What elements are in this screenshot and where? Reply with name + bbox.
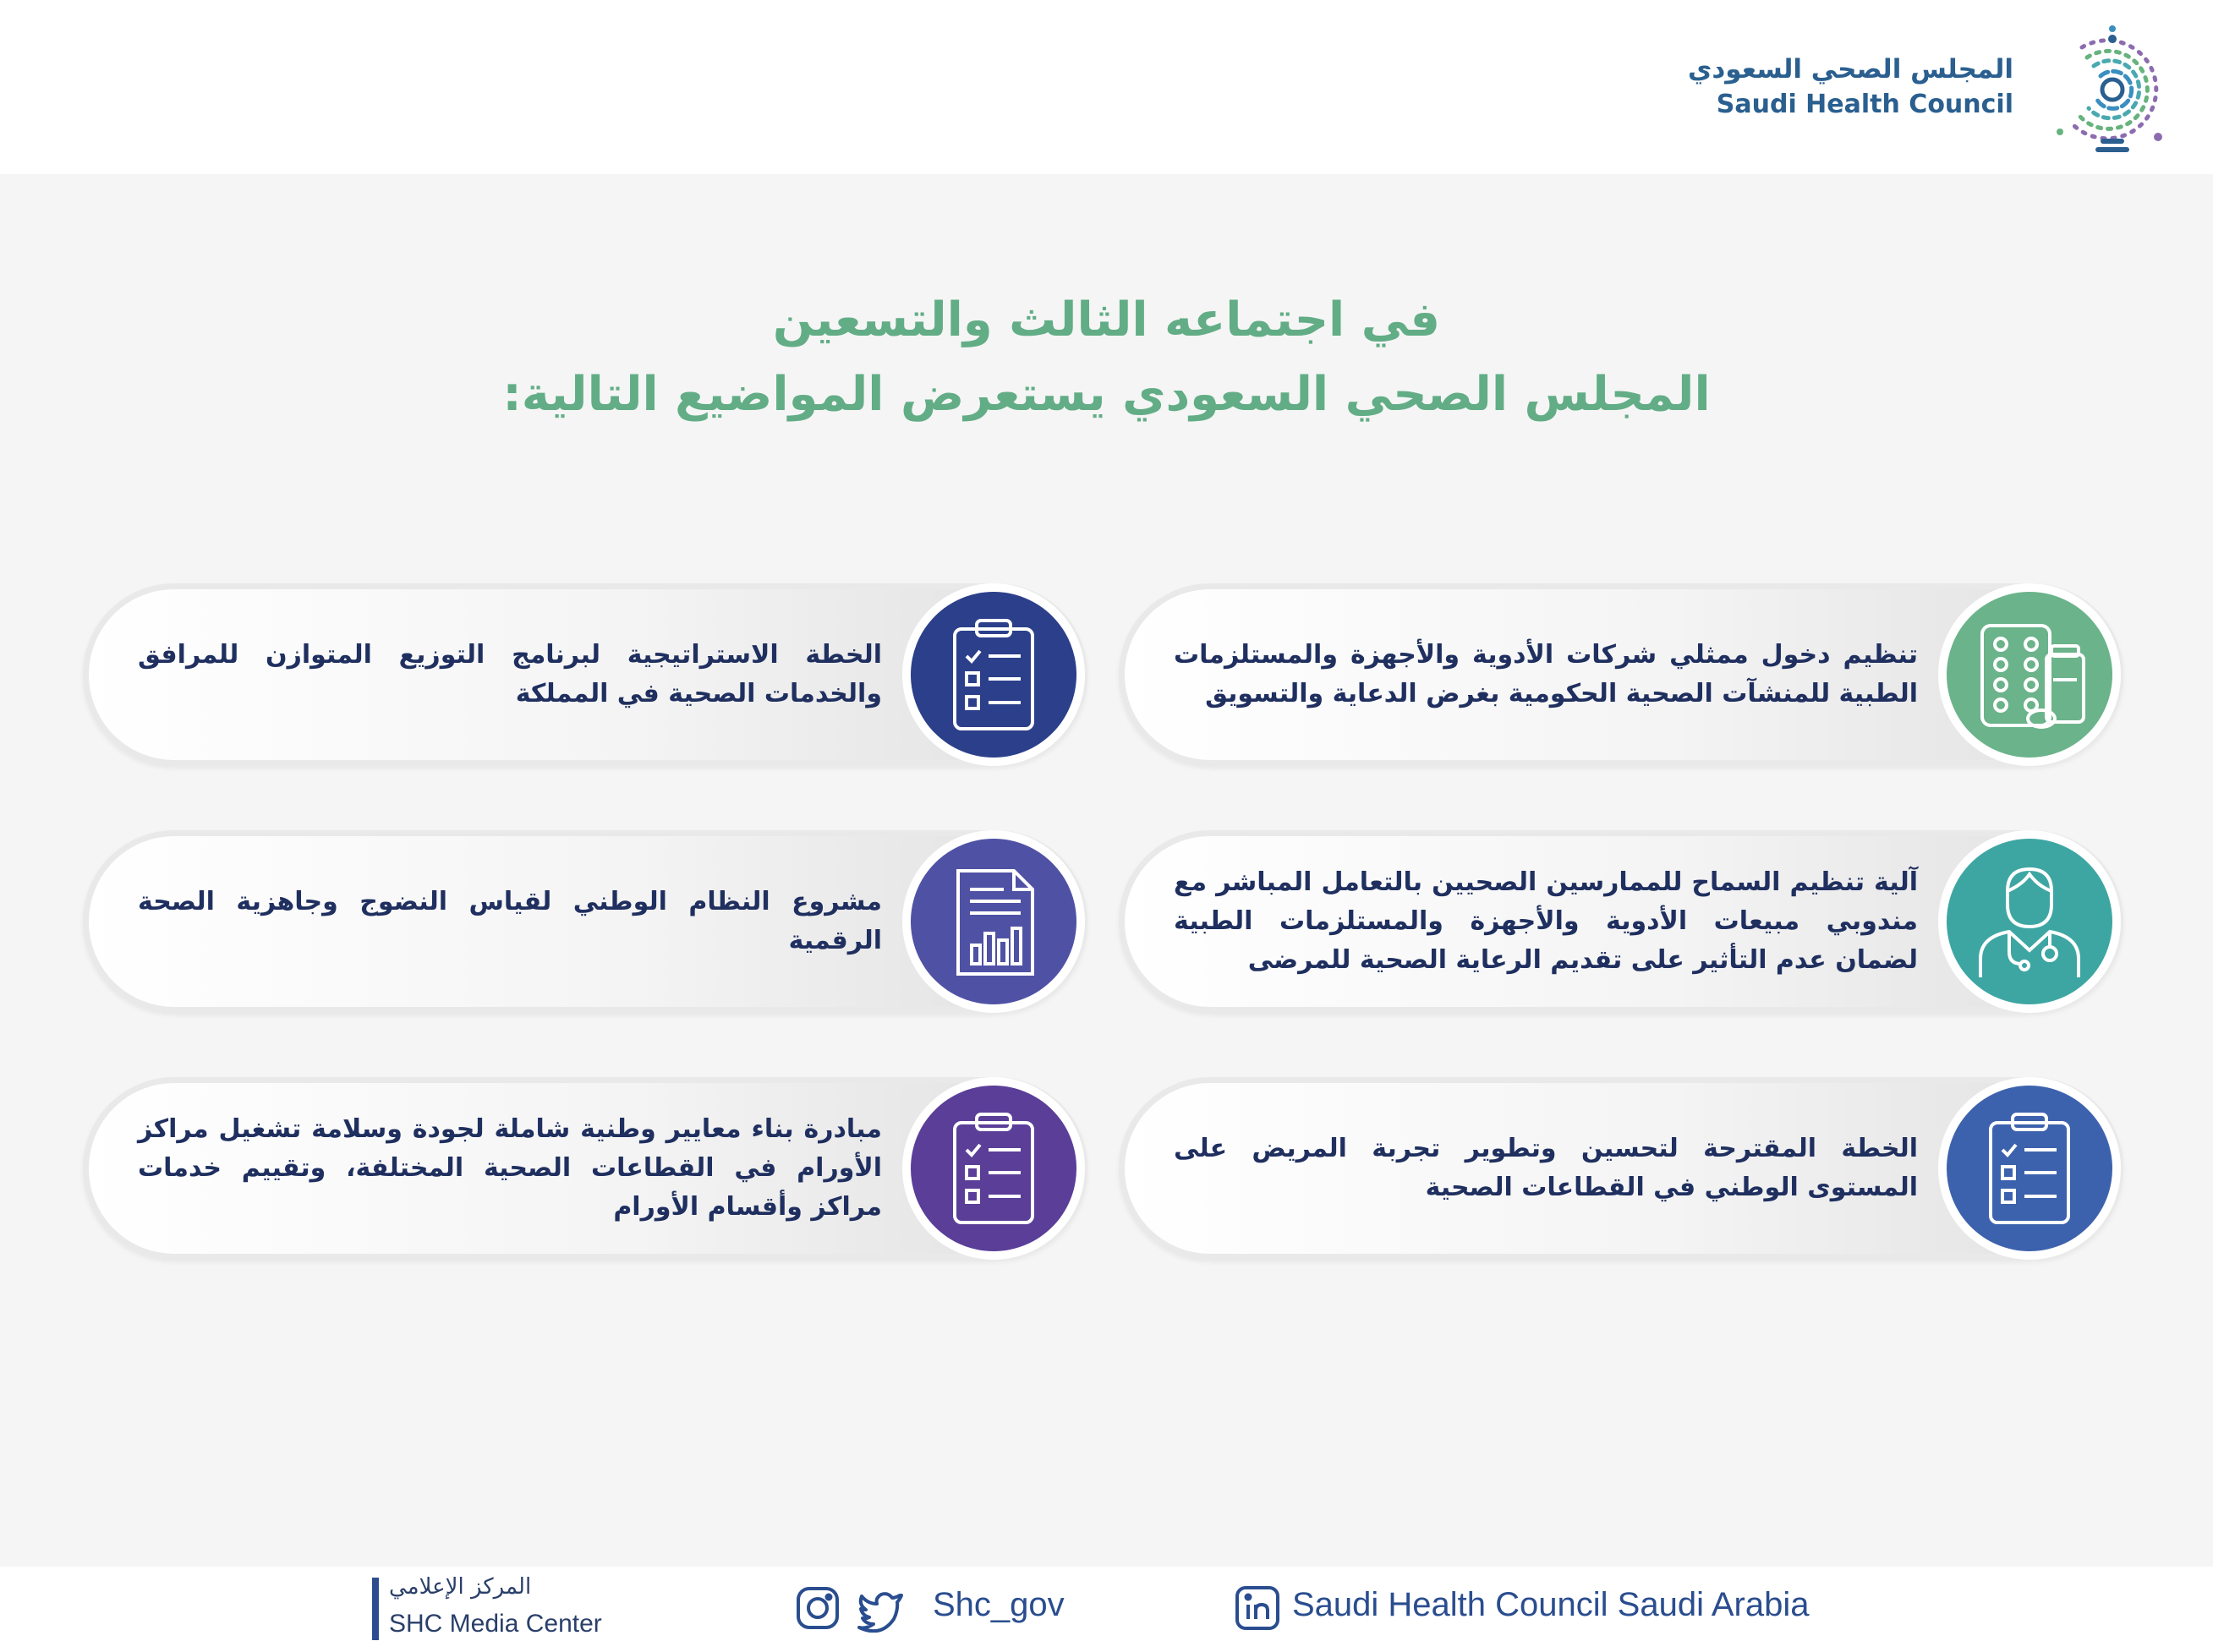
topic-icon-circle [1947, 592, 2112, 758]
checklist-clipboard-icon [911, 1086, 1076, 1251]
report-chart-icon [911, 839, 1076, 1004]
topic-card-4 [83, 830, 1087, 1013]
topic-text: مبادرة بناء معايير وطنية شاملة لجودة وسلامة تشغيل مراكز الأورام في القطاعات الصحية المختلفة، وتقييم خدمات مراكز وأقسام الأورام [138, 1114, 882, 1222]
org-name-arabic: المجلس الصحي السعودي [1687, 54, 2013, 85]
headline-line-2: المجلس الصحي السعودي يستعرض المواضيع التالية: [502, 367, 1711, 422]
topic-text: تنظيم دخول ممثلي شركات الأدوية والأجهزة والمستلزمات الطبية للمنشآت الصحية الحكومية بغرض الدعاية والتسويق [1174, 640, 1918, 708]
topic-card-6 [83, 1077, 1087, 1260]
checklist-clipboard-icon [911, 592, 1076, 758]
logo-text [1688, 52, 2013, 123]
header-bar [0, 0, 2213, 174]
topic-icon-circle [911, 1086, 1076, 1251]
doctor-stethoscope-icon [1947, 839, 2112, 1004]
page-headline [169, 283, 2044, 432]
topic-text: الخطة المقترحة لتحسين وتطوير تجربة المريض على المستوى الوطني في القطاعات الصحية [1174, 1134, 1918, 1202]
instagram-icon[interactable] [793, 1584, 842, 1633]
media-center-english: SHC Media Center [389, 1610, 602, 1638]
linkedin-icon[interactable] [1233, 1584, 1282, 1633]
topic-text: مشروع النظام الوطني لقياس النضوج وجاهزية الصحة الرقمية [138, 887, 882, 955]
topic-icon-circle [911, 839, 1076, 1004]
media-center-divider [372, 1578, 379, 1640]
org-name-english: Saudi Health Council [1716, 90, 2013, 119]
topic-text: الخطة الاستراتيجية لبرنامج التوزيع المتوازن للمرافق والخدمات الصحية في المملكة [138, 640, 882, 708]
topic-card-5 [1119, 1077, 2123, 1260]
social-handle[interactable]: Shc_gov [933, 1586, 1065, 1623]
topic-icon-circle [1947, 1086, 2112, 1251]
linkedin-account-name[interactable]: Saudi Health Council Saudi Arabia [1292, 1586, 1810, 1623]
topic-card-3 [1119, 830, 2123, 1013]
medicine-pills-icon [1947, 592, 2112, 758]
headline-line-1: في اجتماعه الثالث والتسعين [772, 293, 1441, 347]
shc-radial-logo-icon [2038, 22, 2190, 157]
topic-text: آلية تنظيم السماح للممارسين الصحيين بالتعامل المباشر مع مندوبي مبيعات الأدوية والأجهزة والمستلزمات الطبية لضمان عدم التأثير على تقديم الرعاية الصحية للمرضى [1174, 867, 1918, 975]
topic-icon-circle [1947, 839, 2112, 1004]
checklist-clipboard-icon [1947, 1086, 2112, 1251]
media-center-arabic: المركز الإعلامي [389, 1574, 532, 1600]
twitter-icon[interactable] [856, 1584, 905, 1633]
topic-card-2 [83, 583, 1087, 766]
topic-icon-circle [911, 592, 1076, 758]
footer-bar [0, 1567, 2213, 1652]
topic-card-1 [1119, 583, 2123, 766]
